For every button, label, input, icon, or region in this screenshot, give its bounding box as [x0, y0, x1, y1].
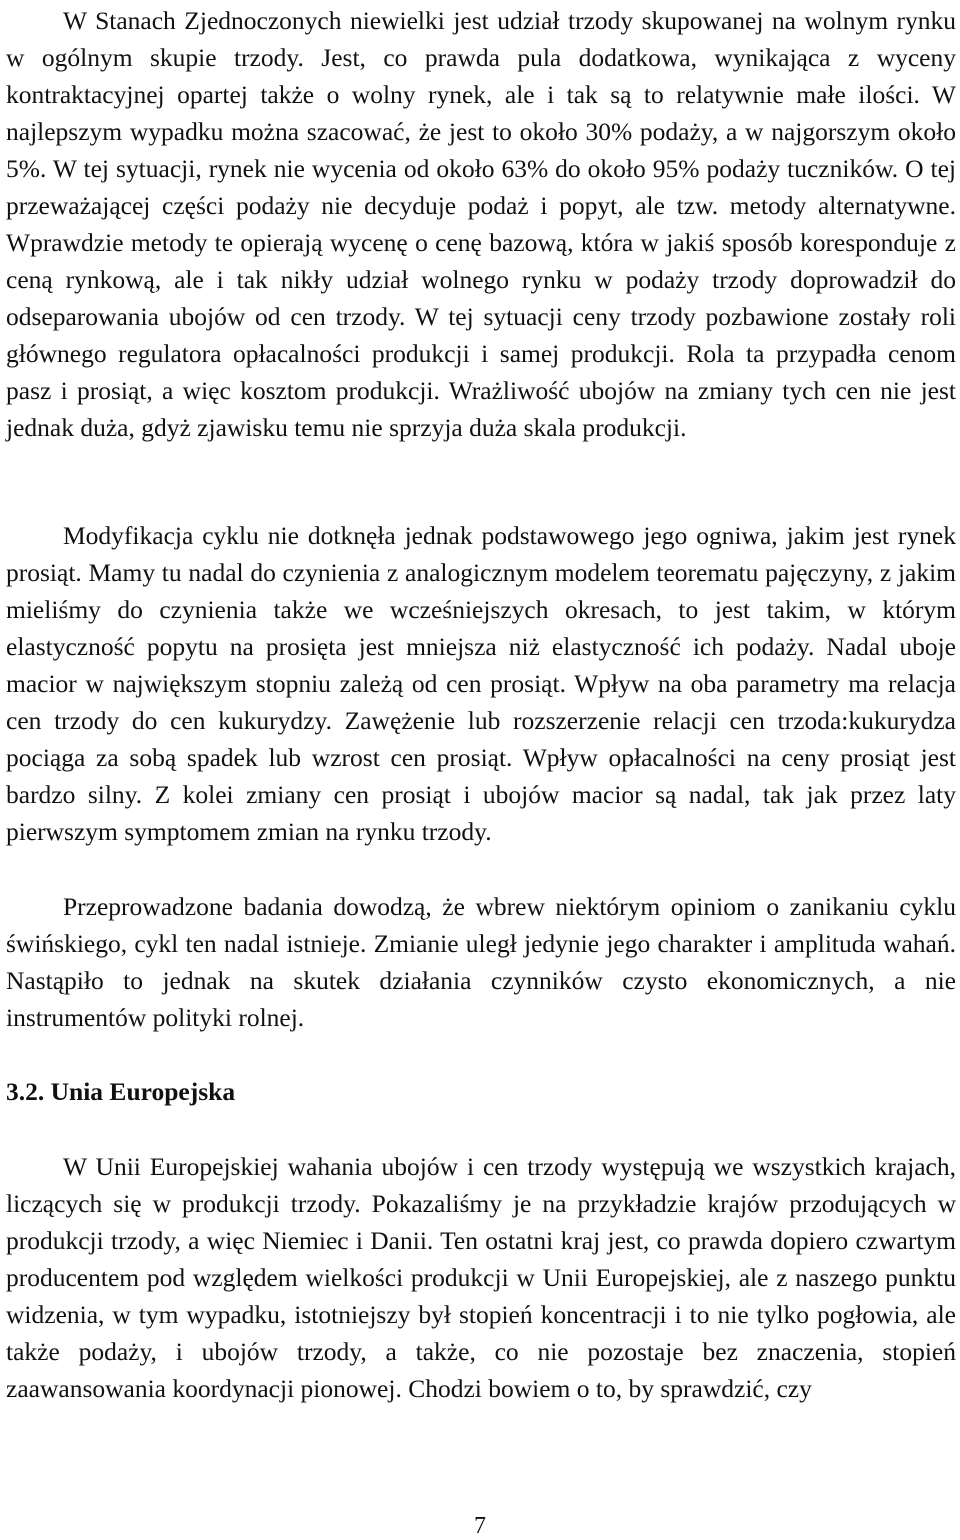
- paragraph-research-conclusion: Przeprowadzone badania dowodzą, że wbrew niektórym opiniom o zanikaniu cyklu świńskiego, cykl ten nadal istnieje. Zmianie uległ jedynie jego charakter i amplituda wahań. Nastąpiło to jednak na skutek działania czynników czysto ekonomicznych, a nie instrumentów polityki rolnej.: [6, 892, 956, 1032]
- paragraph-us-market: W Stanach Zjednoczonych niewielki jest udział trzody skupowanej na wolnym rynku w ogólnym skupie trzody. Jest, co prawda pula dodatkowa, wynikająca z wyceny kontraktacyjnej opartej także o wolny rynek, ale i tak są to relatywnie małe ilości. W najlepszym wypadku można szacować, że jest to około 30% podaży, a w najgorszym około 5%. W tej sytuacji, rynek nie wycenia od około 63% do około 95% podaży tuczników. O tej przeważającej części podaży nie decyduje podaż i popyt, ale tzw. metody alternatywne. Wprawdzie metody te opierają wycenę o cenę bazową, która w jakiś sposób koresponduje z ceną rynkową, ale i tak nikły udział wolnego rynku w podaży trzody doprowadził do odseparowania ubojów od cen trzody. W tej sytuacji ceny trzody pozbawione zostały roli głównego regulatora opłacalności produkcji i samej produkcji. Rola ta przypadła cenom pasz i prosiąt, a więc kosztom produkcji. Wrażliwość ubojów na zmiany tych cen nie jest jednak duża, gdyż zjawisku temu nie sprzyja duża skala produkcji.: [6, 6, 956, 442]
- paragraph-cycle-modification: Modyfikacja cyklu nie dotknęła jednak podstawowego jego ogniwa, jakim jest rynek prosiąt. Mamy tu nadal do czynienia z analogicznym modelem teorematu pajęczyny, z jakim mieliśmy do czynienia także we wcześniejszych okresach, to jest takim, w którym elastyczność popytu na prosięta jest mniejsza niż elastyczność ich podaży. Nadal uboje macior w największym stopniu zależą od cen prosiąt. Wpływ na oba parametry ma relacja cen trzody do cen kukurydzy. Zawężenie lub rozszerzenie relacji cen trzoda:kukurydza pociąga za sobą spadek lub wzrost cen prosiąt. Wpływ opłacalności na ceny prosiąt jest bardzo silny. Z kolei zmiany cen prosiąt i ubojów macior są nadal, tak jak przez laty pierwszym symptomem zmian na rynku trzody.: [6, 521, 956, 846]
- section-heading: 3.2. Unia Europejska: [6, 1077, 236, 1106]
- page-number: 7: [474, 1513, 486, 1539]
- paragraph-european-union: W Unii Europejskiej wahania ubojów i cen trzody występują we wszystkich krajach, liczących się w produkcji trzody. Pokazaliśmy je na przykładzie krajów przodujących w produkcji trzody, a więc Niemiec i Danii. Ten ostatni kraj jest, co prawda dopiero czwartym producentem pod względem wielkości produkcji w Unii Europejskiej, ale z naszego punktu widzenia, w tym wypadku, istotniejszy był stopień koncentracji i to nie tylko pogłowia, ale także podaży, i ubojów trzody, a także, co nie pozostaje bez znaczenia, stopień zaawansowania koordynacji pionowej. Chodzi bowiem o to, by sprawdzić, czy: [6, 1152, 956, 1403]
